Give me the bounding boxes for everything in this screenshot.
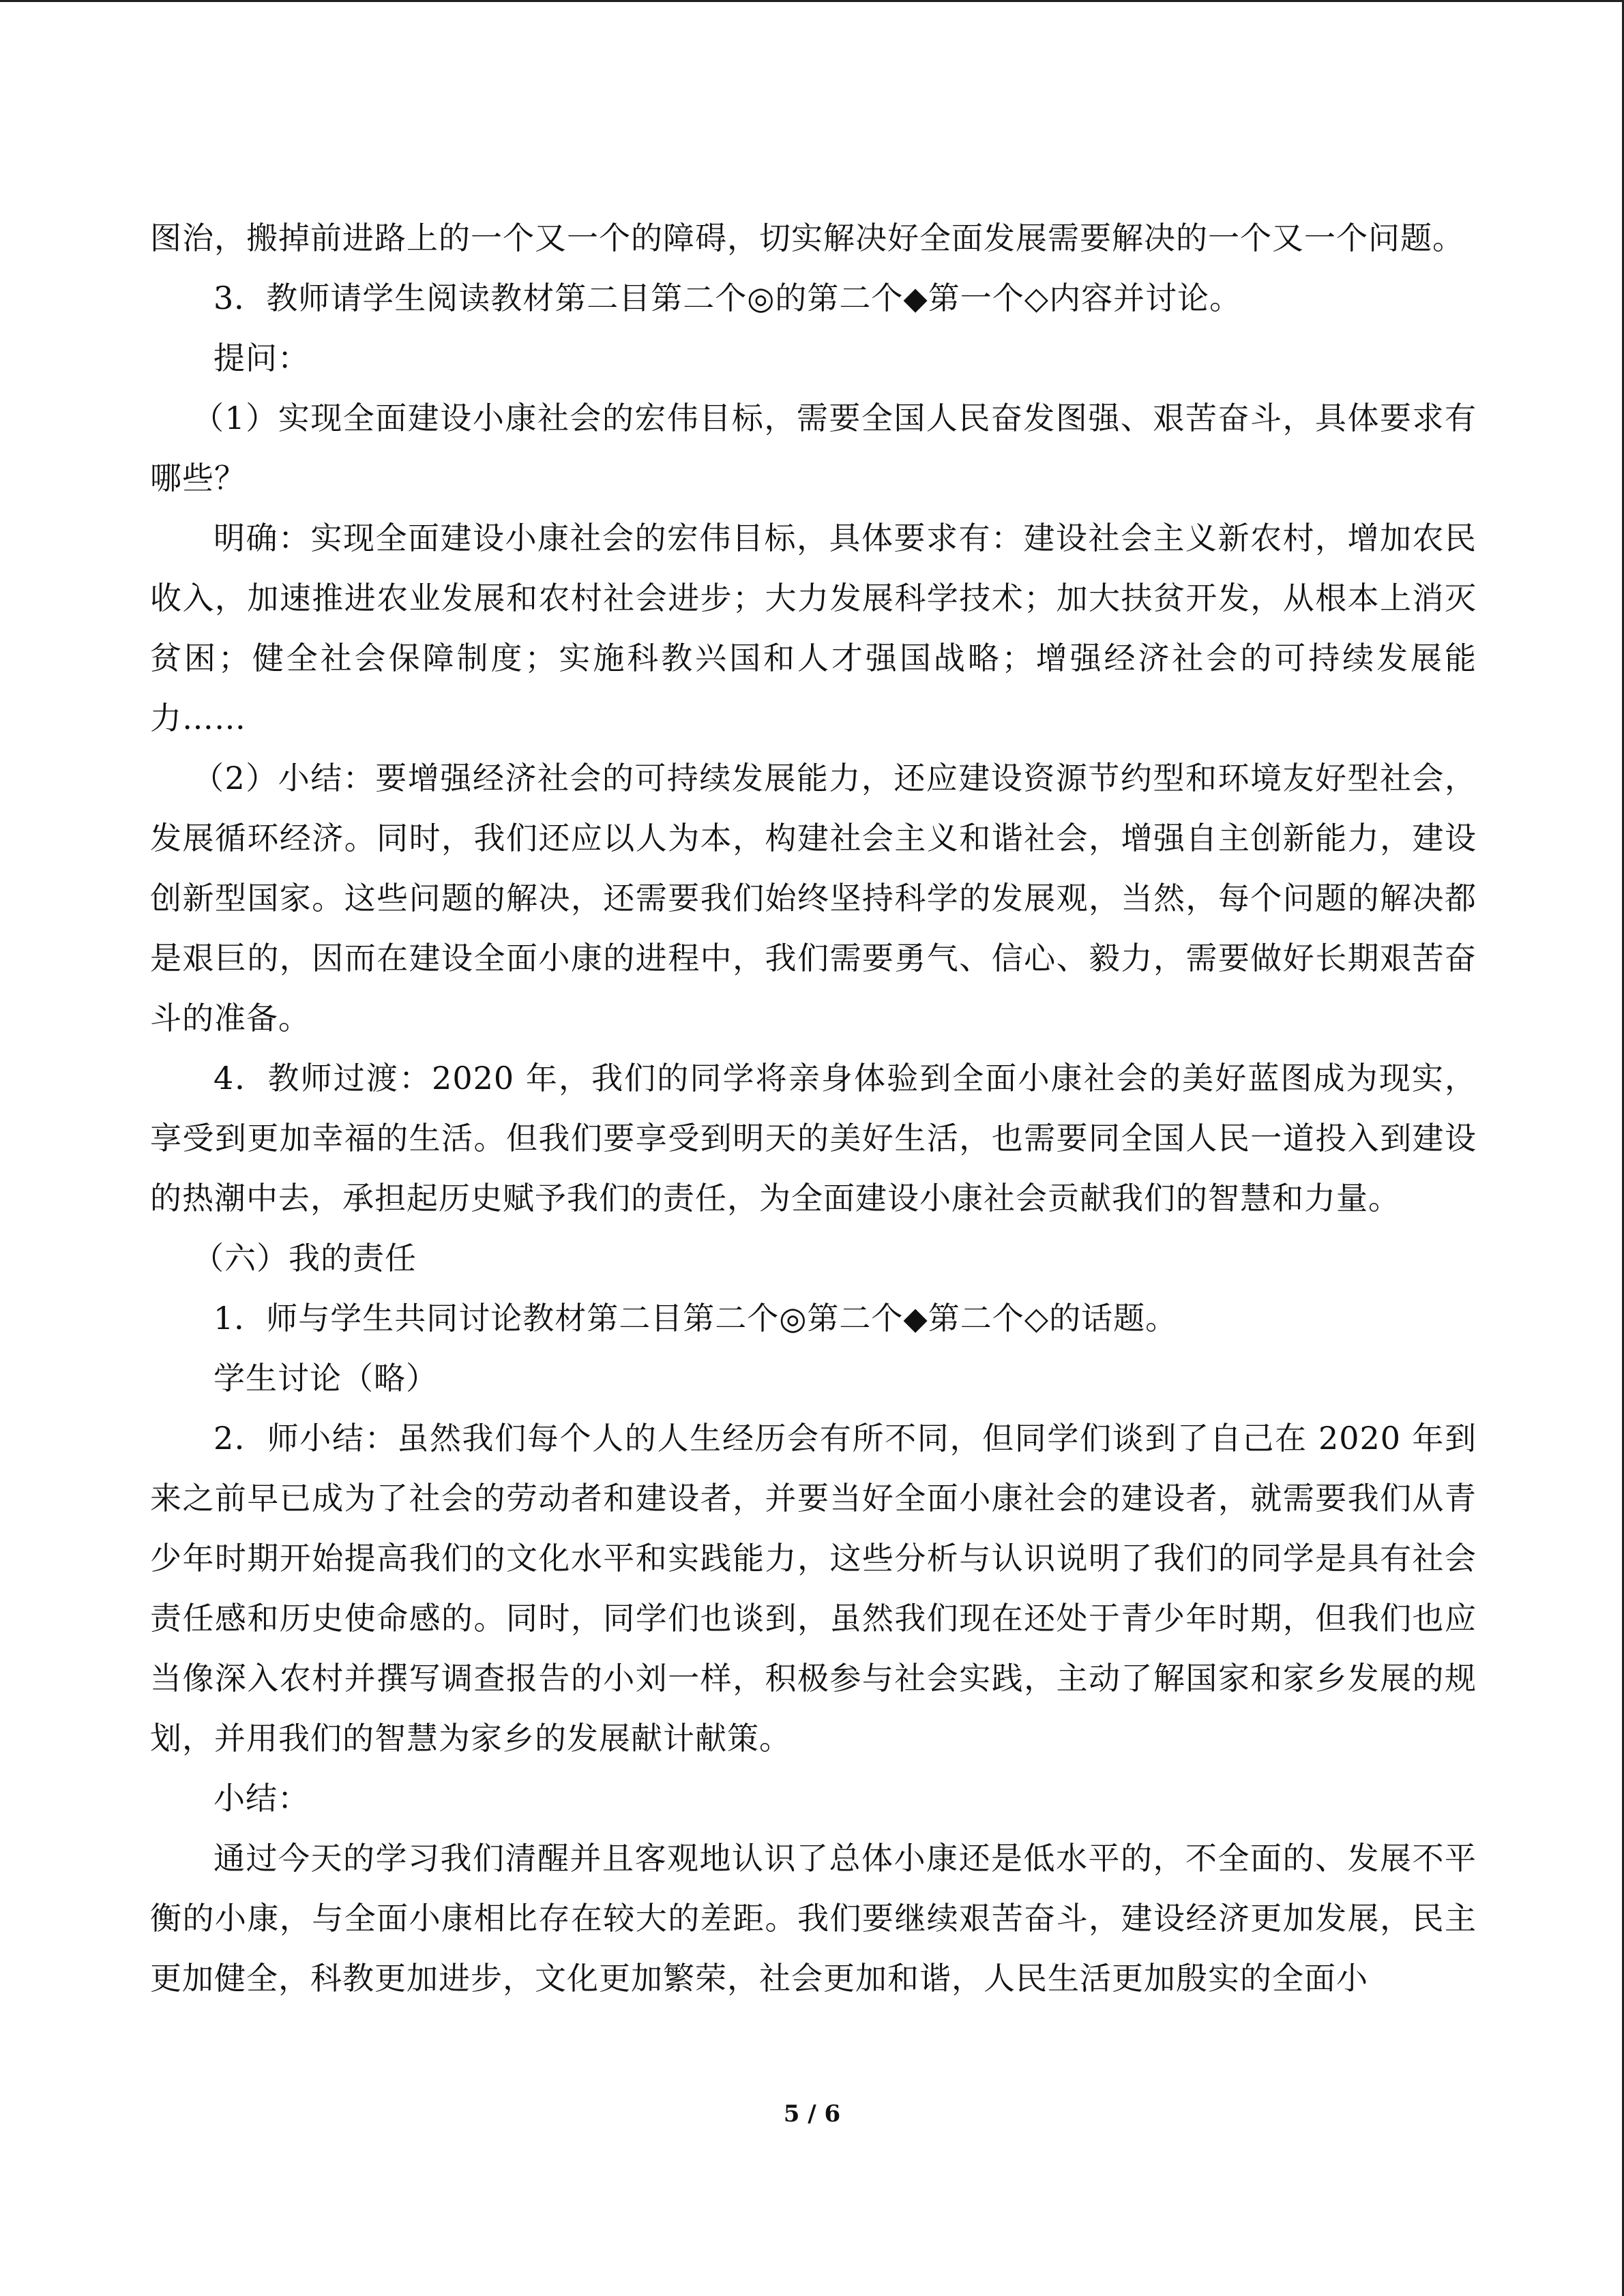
paragraph-final-summary: 通过今天的学习我们清醒并且客观地认识了总体小康还是低水平的，不全面的、发展不平衡的小康，与全面小康相比存在较大的差距。我们要继续艰苦奋斗，建设经济更加发展，民主更加健全，科教更加进步，文化更加繁荣，社会更加和谐，人民生活更加殷实的全面小 [150,1840,1477,1997]
paragraph-step-4: 4．教师过渡：2020 年，我们的同学将亲身体验到全面小康社会的美好蓝图成为现实，享受到更加幸福的生活。但我们要享受到明天的美好生活，也需要同全国人民一道投入到建设的热潮中去，承担起历史赋予我们的责任，为全面建设小康社会贡献我们的智慧和力量。 [150,1060,1477,1217]
paragraph-discussion-1: 1．师与学生共同讨论教材第二目第二个◎第二个◆第二个◇的话题。 [213,1300,1178,1337]
paragraph-step-3: 3．教师请学生阅读教材第二目第二个◎的第二个◆第一个◇内容并讨论。 [213,280,1242,316]
paragraph-answer: 明确：实现全面建设小康社会的宏伟目标，具体要求有：建设社会主义新农村，增加农民收入，加速推进农业发展和农村社会进步；大力发展科学技术；加大扶贫开发，从根本上消灭贫困；健全社会保障制度；实施科教兴国和人才强国战略；增强经济社会的可持续发展能力…… [150,520,1477,736]
paragraph-summary-2: （2）小结：要增强经济社会的可持续发展能力，还应建设资源节约型和环境友好型社会，发展循环经济。同时，我们还应以人为本，构建社会主义和谐社会，增强自主创新能力，建设创新型国家。这些问题的解决，还需要我们始终坚持科学的发展观，当然，每个问题的解决都是艰巨的，因而在建设全面小康的进程中，我们需要勇气、信心、毅力，需要做好长期艰苦奋斗的准备。 [150,760,1477,1037]
paragraph-question-label: 提问： [213,340,310,376]
paragraph-question-1: （1）实现全面建设小康社会的宏伟目标，需要全国人民奋发图强、艰苦奋斗，具体要求有哪些？ [150,400,1477,496]
paragraph-summary-label: 小结： [213,1780,310,1817]
document-body [150,208,1477,2008]
paragraph-teacher-summary-2: 2．师小结：虽然我们每个人的人生经历会有所不同，但同学们谈到了自己在 2020 年到来之前早已成为了社会的劳动者和建设者，并要当好全面小康社会的建设者，就需要我们从青少年时期开始提高我们的文化水平和实践能力，这些分析与认识说明了我们的同学是具有社会责任感和历史使命感的。同时，同学们也谈到，虽然我们现在还处于青少年时期，但我们也应当像深入农村并撰写调查报告的小刘一样，积极参与社会实践，主动了解国家和家乡发展的规划，并用我们的智慧为家乡的发展献计献策。 [150,1420,1477,1757]
paragraph-student-discussion: 学生讨论（略） [213,1360,438,1397]
section-heading-my-responsibility: （六）我的责任 [192,1240,417,1277]
paragraph-continuation: 图治，搬掉前进路上的一个又一个的障碍，切实解决好全面发展需要解决的一个又一个问题。 [150,220,1464,256]
page-top-border [0,0,1624,2]
page-number: 5 / 6 [783,2100,841,2128]
